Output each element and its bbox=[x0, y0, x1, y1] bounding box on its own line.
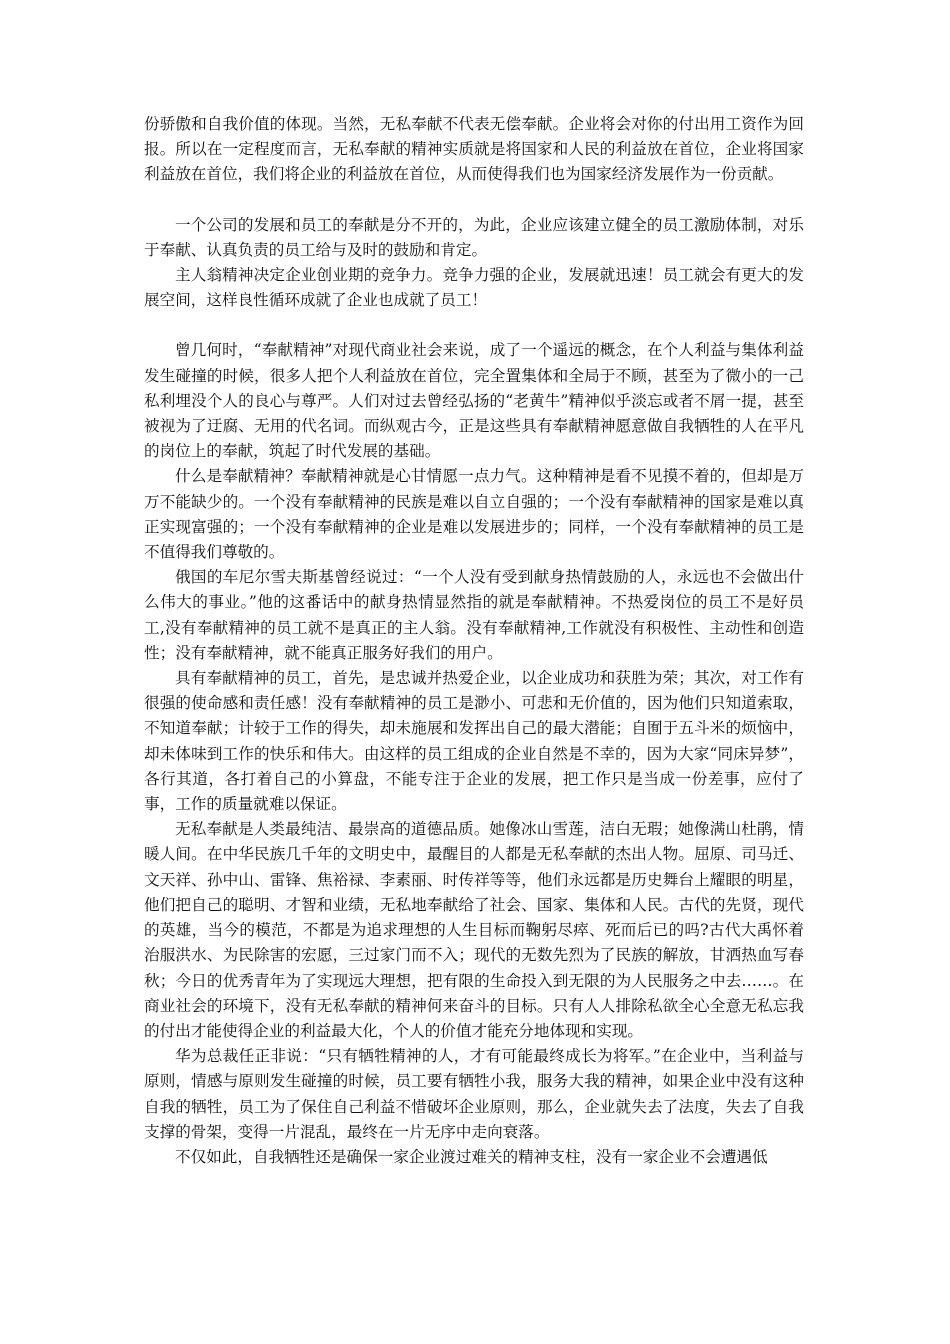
paragraph: 曾几何时，“奉献精神”对现代商业社会来说，成了一个遥远的概念，在个人利益与集体利益发生碰撞的时候，很多人把个人利益放在首位，完全置集体和全局于不顾，甚至为了微小的一己私利埋没个人的良心与尊严。人们对过去曾经弘扬的“老黄牛”精神似乎淡忘或者不屑一提，甚至被视为了迂腐、无用的代名词。而纵观古今，正是这些具有奉献精神愿意做自我牺牲的人在平凡的岗位上的奉献，筑起了时代发展的基础。 bbox=[144, 341, 804, 461]
paragraph-gap bbox=[144, 313, 804, 338]
paragraph: 一个公司的发展和员工的奉献是分不开的，为此，企业应该建立健全的员工激励体制，对乐于奉献、认真负责的员工给与及时的鼓励和肯定。 bbox=[144, 215, 804, 259]
paragraph: 具有奉献精神的员工，首先，是忠诚并热爱企业，以企业成功和获胜为荣；其次，对工作有很强的使命感和责任感！没有奉献精神的员工是渺小、可悲和无价值的，因为他们只知道索取，不知道奉献；计较于工作的得失，却未施展和发挥出自己的最大潜能；自囿于五斗米的烦恼中，却未体味到工作的快乐和伟大。由这样的员工组成的企业自然是不幸的，因为大家“同床异梦”，各行其道，各打着自己的小算盘，不能专注于企业的发展，把工作只是当成一份差事，应付了事，工作的质量就难以保证。 bbox=[144, 669, 804, 814]
paragraph: 主人翁精神决定企业创业期的竞争力。竞争力强的企业，发展就迅速！员工就会有更大的发展空间，这样良性循环成就了企业也成就了员工！ bbox=[144, 266, 804, 310]
document-page bbox=[144, 112, 804, 1170]
paragraph-gap bbox=[144, 188, 804, 213]
paragraph: 无私奉献是人类最纯洁、最崇高的道德品质。她像冰山雪莲，洁白无瑕；她像满山杜鹃，情暖人间。在中华民族几千年的文明史中，最醒目的人都是无私奉献的杰出人物。屈原、司马迁、文天祥、孙中山、雷锋、焦裕禄、李素丽、时传祥等等，他们永远都是历史舞台上耀眼的明星，他们把自己的聪明、才智和业绩，无私地奉献给了社会、国家、集体和人民。古代的先贤，现代的英雄，当今的模范，不都是为追求理想的人生目标而鞠躬尽瘁、死而后已的吗?古代大禹怀着治服洪水、为民除害的宏愿，三过家门而不入；现代的无数先烈为了民族的解放，甘洒热血写春秋；今日的优秀青年为了实现远大理想，把有限的生命投入到无限的为人民服务之中去……。在商业社会的环境下，没有无私奉献的精神何来奋斗的目标。只有人人排除私欲全心全意无私忘我的付出才能使得企业的利益最大化，个人的价值才能充分地体现和实现。 bbox=[144, 820, 804, 1040]
paragraph: 华为总裁任正非说：“只有牺牲精神的人，才有可能最终成长为将军。”在企业中，当利益与原则，情感与原则发生碰撞的时候，员工要有牺牲小我，服务大我的精神，如果企业中没有这种自我的牺牲，员工为了保住自己利益不惜破坏企业原则，那么，企业就失去了法度，失去了自我支撑的骨架，变得一片混乱，最终在一片无序中走向衰落。 bbox=[144, 1047, 804, 1141]
paragraph: 不仅如此，自我牺牲还是确保一家企业渡过难关的精神支柱，没有一家企业不会遭遇低 bbox=[175, 1147, 768, 1166]
paragraph: 份骄傲和自我价值的体现。当然，无私奉献不代表无偿奉献。企业将会对你的付出用工资作为回报。所以在一定程度而言，无私奉献的精神实质就是将国家和人民的利益放在首位，企业将国家利益放在首位，我们将企业的利益放在首位，从而使得我们也为国家经济发展作为一份贡献。 bbox=[144, 115, 804, 184]
paragraph: 俄国的车尼尔雪夫斯基曾经说过：“一个人没有受到献身热情鼓励的人，永远也不会做出什么伟大的事业。”他的这番话中的献身热情显然指的就是奉献精神。不热爱岗位的员工不是好员工,没有奉献精神的员工就不是真正的主人翁。没有奉献精神,工作就没有积极性、主动性和创造性；没有奉献精神，就不能真正服务好我们的用户。 bbox=[144, 568, 804, 662]
paragraph: 什么是奉献精神？奉献精神就是心甘情愿一点力气。这种精神是看不见摸不着的，但却是万万不能缺少的。一个没有奉献精神的民族是难以自立自强的；一个没有奉献精神的国家是难以真正实现富强的；一个没有奉献精神的企业是难以发展进步的；同样，一个没有奉献精神的员工是不值得我们尊敬的。 bbox=[144, 467, 804, 562]
